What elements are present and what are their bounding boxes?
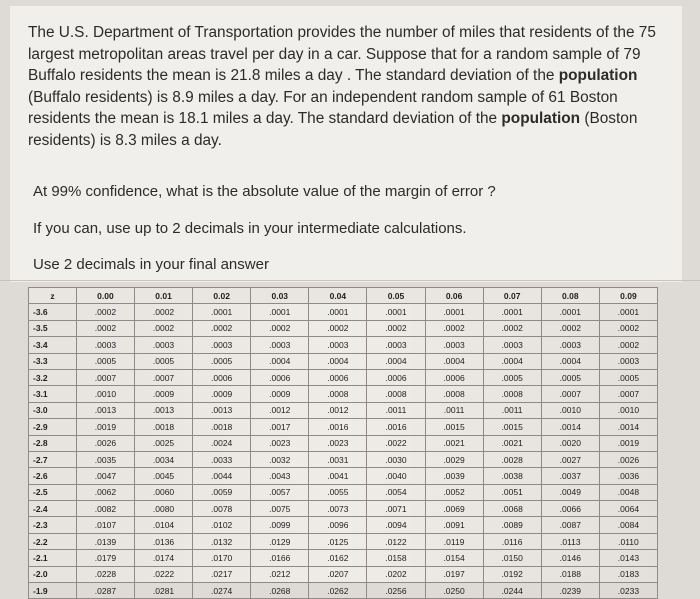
probability-cell: .0047 [76, 468, 134, 484]
z-value-cell: -2.5 [29, 484, 77, 500]
probability-cell: .0054 [367, 484, 425, 500]
probability-cell: .0040 [367, 468, 425, 484]
probability-cell: .0025 [134, 435, 192, 451]
probability-cell: .0001 [193, 304, 251, 320]
probability-cell: .0020 [541, 435, 599, 451]
probability-cell: .0052 [425, 484, 483, 500]
probability-cell: .0107 [76, 517, 134, 533]
probability-cell: .0001 [425, 304, 483, 320]
z-table-header-cell: z [29, 288, 77, 304]
probability-cell: .0158 [367, 550, 425, 566]
probability-cell: .0001 [599, 304, 657, 320]
probability-cell: .0021 [425, 435, 483, 451]
z-table-row [29, 402, 658, 418]
probability-cell: .0068 [483, 501, 541, 517]
probability-cell: .0192 [483, 566, 541, 582]
probability-cell: .0154 [425, 550, 483, 566]
probability-cell: .0001 [367, 304, 425, 320]
probability-cell: .0006 [425, 369, 483, 385]
probability-cell: .0008 [367, 386, 425, 402]
probability-cell: .0031 [309, 451, 367, 467]
probability-cell: .0049 [541, 484, 599, 500]
probability-cell: .0027 [541, 451, 599, 467]
probability-cell: .0008 [483, 386, 541, 402]
probability-cell: .0162 [309, 550, 367, 566]
probability-cell: .0034 [134, 451, 192, 467]
probability-cell: .0091 [425, 517, 483, 533]
problem-emphasis: population [558, 67, 638, 84]
probability-cell: .0002 [541, 320, 599, 336]
probability-cell: .0082 [76, 501, 134, 517]
z-value-cell: -2.0 [29, 566, 77, 582]
probability-cell: .0003 [541, 337, 599, 353]
probability-cell: .0022 [367, 435, 425, 451]
probability-cell: .0009 [134, 386, 192, 402]
probability-cell: .0016 [309, 419, 367, 435]
problem-statement [28, 22, 668, 151]
z-table-row [29, 304, 658, 320]
probability-cell: .0004 [483, 353, 541, 369]
probability-cell: .0048 [599, 484, 657, 500]
probability-cell: .0228 [76, 566, 134, 582]
probability-cell: .0003 [309, 337, 367, 353]
probability-cell: .0239 [541, 583, 599, 599]
probability-cell: .0104 [134, 517, 192, 533]
z-table-row [29, 435, 658, 451]
probability-cell: .0003 [599, 353, 657, 369]
z-table-row [29, 501, 658, 517]
z-value-cell: -2.9 [29, 419, 77, 435]
probability-cell: .0037 [541, 468, 599, 484]
probability-cell: .0039 [425, 468, 483, 484]
probability-cell: .0073 [309, 501, 367, 517]
probability-cell: .0028 [483, 451, 541, 467]
final-answer-instruction: Use 2 decimals in your final answer [33, 256, 269, 273]
probability-cell: .0010 [76, 386, 134, 402]
z-value-cell: -2.4 [29, 501, 77, 517]
intermediate-instruction: If you can, use up to 2 decimals in your intermediate calculations. [33, 220, 467, 237]
probability-cell: .0019 [599, 435, 657, 451]
probability-cell: .0004 [425, 353, 483, 369]
probability-cell: .0262 [309, 583, 367, 599]
probability-cell: .0089 [483, 517, 541, 533]
z-table-header-cell: 0.06 [425, 288, 483, 304]
probability-cell: .0002 [193, 320, 251, 336]
probability-cell: .0013 [193, 402, 251, 418]
probability-cell: .0005 [76, 353, 134, 369]
probability-cell: .0021 [483, 435, 541, 451]
z-value-cell: -2.3 [29, 517, 77, 533]
probability-cell: .0007 [599, 386, 657, 402]
probability-cell: .0044 [193, 468, 251, 484]
probability-cell: .0139 [76, 533, 134, 549]
probability-cell: .0023 [251, 435, 309, 451]
probability-cell: .0084 [599, 517, 657, 533]
probability-cell: .0274 [193, 583, 251, 599]
probability-cell: .0002 [483, 320, 541, 336]
probability-cell: .0012 [309, 402, 367, 418]
probability-cell: .0043 [251, 468, 309, 484]
probability-cell: .0009 [251, 386, 309, 402]
probability-cell: .0001 [483, 304, 541, 320]
probability-cell: .0001 [309, 304, 367, 320]
probability-cell: .0136 [134, 533, 192, 549]
probability-cell: .0026 [76, 435, 134, 451]
probability-cell: .0102 [193, 517, 251, 533]
probability-cell: .0003 [76, 337, 134, 353]
probability-cell: .0244 [483, 583, 541, 599]
probability-cell: .0071 [367, 501, 425, 517]
probability-cell: .0026 [599, 451, 657, 467]
probability-cell: .0094 [367, 517, 425, 533]
probability-cell: .0014 [541, 419, 599, 435]
z-table-header-cell: 0.08 [541, 288, 599, 304]
probability-cell: .0122 [367, 533, 425, 549]
z-value-cell: -2.6 [29, 468, 77, 484]
z-value-cell: -3.1 [29, 386, 77, 402]
probability-cell: .0002 [134, 320, 192, 336]
probability-cell: .0268 [251, 583, 309, 599]
z-value-cell: -2.8 [29, 435, 77, 451]
probability-cell: .0045 [134, 468, 192, 484]
z-value-cell: -3.4 [29, 337, 77, 353]
probability-cell: .0002 [599, 337, 657, 353]
z-table-header-cell: 0.09 [599, 288, 657, 304]
probability-cell: .0002 [251, 320, 309, 336]
z-value-cell: -2.1 [29, 550, 77, 566]
probability-cell: .0002 [599, 320, 657, 336]
probability-cell: .0035 [76, 451, 134, 467]
probability-cell: .0207 [309, 566, 367, 582]
probability-cell: .0002 [309, 320, 367, 336]
probability-cell: .0064 [599, 501, 657, 517]
z-table-row [29, 533, 658, 549]
probability-cell: .0033 [193, 451, 251, 467]
probability-cell: .0174 [134, 550, 192, 566]
z-value-cell: -1.9 [29, 583, 77, 599]
probability-cell: .0005 [541, 369, 599, 385]
z-table-row [29, 353, 658, 369]
probability-cell: .0003 [483, 337, 541, 353]
z-table-row [29, 583, 658, 599]
probability-cell: .0062 [76, 484, 134, 500]
probability-cell: .0004 [251, 353, 309, 369]
z-table-header-cell: 0.04 [309, 288, 367, 304]
probability-cell: .0029 [425, 451, 483, 467]
probability-cell: .0087 [541, 517, 599, 533]
probability-cell: .0281 [134, 583, 192, 599]
probability-cell: .0005 [483, 369, 541, 385]
probability-cell: .0143 [599, 550, 657, 566]
probability-cell: .0011 [425, 402, 483, 418]
probability-cell: .0002 [76, 320, 134, 336]
probability-cell: .0013 [134, 402, 192, 418]
z-value-cell: -2.2 [29, 533, 77, 549]
z-table-header-cell: 0.00 [76, 288, 134, 304]
probability-cell: .0132 [193, 533, 251, 549]
probability-cell: .0125 [309, 533, 367, 549]
probability-cell: .0017 [251, 419, 309, 435]
probability-cell: .0256 [367, 583, 425, 599]
probability-cell: .0003 [134, 337, 192, 353]
probability-cell: .0002 [367, 320, 425, 336]
probability-cell: .0019 [76, 419, 134, 435]
probability-cell: .0013 [76, 402, 134, 418]
z-table-header-cell: 0.07 [483, 288, 541, 304]
problem-text: (Boston residents) is 8.3 miles a day. [28, 110, 638, 149]
probability-cell: .0010 [599, 402, 657, 418]
probability-cell: .0055 [309, 484, 367, 500]
probability-cell: .0113 [541, 533, 599, 549]
probability-cell: .0250 [425, 583, 483, 599]
probability-cell: .0060 [134, 484, 192, 500]
probability-cell: .0018 [134, 419, 192, 435]
probability-cell: .0096 [309, 517, 367, 533]
probability-cell: .0069 [425, 501, 483, 517]
z-table-photo [28, 287, 658, 596]
probability-cell: .0012 [251, 402, 309, 418]
probability-cell: .0018 [193, 419, 251, 435]
probability-cell: .0212 [251, 566, 309, 582]
problem-emphasis: population [501, 110, 581, 127]
probability-cell: .0119 [425, 533, 483, 549]
probability-cell: .0202 [367, 566, 425, 582]
probability-cell: .0010 [541, 402, 599, 418]
probability-cell: .0004 [309, 353, 367, 369]
probability-cell: .0099 [251, 517, 309, 533]
z-table-header-row [29, 288, 658, 304]
probability-cell: .0002 [425, 320, 483, 336]
probability-cell: .0014 [599, 419, 657, 435]
probability-cell: .0007 [134, 369, 192, 385]
z-table-row [29, 566, 658, 582]
z-value-cell: -2.7 [29, 451, 77, 467]
z-table-row [29, 468, 658, 484]
probability-cell: .0080 [134, 501, 192, 517]
probability-cell: .0005 [193, 353, 251, 369]
probability-cell: .0179 [76, 550, 134, 566]
probability-cell: .0006 [309, 369, 367, 385]
probability-cell: .0129 [251, 533, 309, 549]
probability-cell: .0004 [541, 353, 599, 369]
question-text: At 99% confidence, what is the absolute value of the margin of error ? [33, 183, 496, 200]
probability-cell: .0188 [541, 566, 599, 582]
problem-text: (Buffalo residents) is 8.9 miles a day. For an independent random sample of 61 Boston residents the mean is 18.1 miles a day. The standard deviation of the [28, 88, 618, 127]
probability-cell: .0170 [193, 550, 251, 566]
probability-cell: .0015 [425, 419, 483, 435]
probability-cell: .0006 [193, 369, 251, 385]
z-table-row [29, 451, 658, 467]
probability-cell: .0066 [541, 501, 599, 517]
probability-cell: .0001 [541, 304, 599, 320]
probability-cell: .0003 [251, 337, 309, 353]
probability-cell: .0057 [251, 484, 309, 500]
probability-cell: .0011 [483, 402, 541, 418]
probability-cell: .0011 [367, 402, 425, 418]
probability-cell: .0233 [599, 583, 657, 599]
probability-cell: .0110 [599, 533, 657, 549]
probability-cell: .0005 [134, 353, 192, 369]
probability-cell: .0038 [483, 468, 541, 484]
z-value-cell: -3.5 [29, 320, 77, 336]
probability-cell: .0051 [483, 484, 541, 500]
probability-cell: .0023 [309, 435, 367, 451]
probability-cell: .0197 [425, 566, 483, 582]
probability-cell: .0008 [309, 386, 367, 402]
z-table-header-cell: 0.05 [367, 288, 425, 304]
probability-cell: .0032 [251, 451, 309, 467]
probability-cell: .0003 [367, 337, 425, 353]
probability-cell: .0006 [251, 369, 309, 385]
z-value-cell: -3.6 [29, 304, 77, 320]
probability-cell: .0183 [599, 566, 657, 582]
probability-cell: .0004 [367, 353, 425, 369]
z-table-body [29, 304, 658, 599]
probability-cell: .0222 [134, 566, 192, 582]
z-value-cell: -3.2 [29, 369, 77, 385]
probability-cell: .0003 [425, 337, 483, 353]
probability-cell: .0007 [76, 369, 134, 385]
problem-text: The U.S. Department of Transportation provides the number of miles that residents of the 75 largest metropolitan areas travel per day in a car. Suppose that for a random sample of 79 Buffalo residents the mean is 21.8 miles a day . The standard deviation of the [28, 24, 656, 84]
probability-cell: .0003 [193, 337, 251, 353]
probability-cell: .0016 [367, 419, 425, 435]
z-table [28, 287, 658, 599]
probability-cell: .0041 [309, 468, 367, 484]
probability-cell: .0002 [76, 304, 134, 320]
z-table-row [29, 337, 658, 353]
probability-cell: .0146 [541, 550, 599, 566]
probability-cell: .0008 [425, 386, 483, 402]
z-table-row [29, 484, 658, 500]
probability-cell: .0015 [483, 419, 541, 435]
z-table-row [29, 517, 658, 533]
z-table-row [29, 320, 658, 336]
probability-cell: .0059 [193, 484, 251, 500]
z-table-row [29, 419, 658, 435]
probability-cell: .0009 [193, 386, 251, 402]
separator [0, 280, 700, 281]
probability-cell: .0075 [251, 501, 309, 517]
z-table-row [29, 550, 658, 566]
probability-cell: .0002 [134, 304, 192, 320]
probability-cell: .0005 [599, 369, 657, 385]
probability-cell: .0024 [193, 435, 251, 451]
z-table-row [29, 386, 658, 402]
probability-cell: .0030 [367, 451, 425, 467]
probability-cell: .0078 [193, 501, 251, 517]
probability-cell: .0217 [193, 566, 251, 582]
probability-cell: .0006 [367, 369, 425, 385]
probability-cell: .0150 [483, 550, 541, 566]
z-table-header-cell: 0.01 [134, 288, 192, 304]
z-table-header-cell: 0.03 [251, 288, 309, 304]
z-table-header-cell: 0.02 [193, 288, 251, 304]
probability-cell: .0287 [76, 583, 134, 599]
probability-cell: .0036 [599, 468, 657, 484]
probability-cell: .0166 [251, 550, 309, 566]
probability-cell: .0001 [251, 304, 309, 320]
z-table-row [29, 369, 658, 385]
z-value-cell: -3.3 [29, 353, 77, 369]
probability-cell: .0116 [483, 533, 541, 549]
z-value-cell: -3.0 [29, 402, 77, 418]
probability-cell: .0007 [541, 386, 599, 402]
